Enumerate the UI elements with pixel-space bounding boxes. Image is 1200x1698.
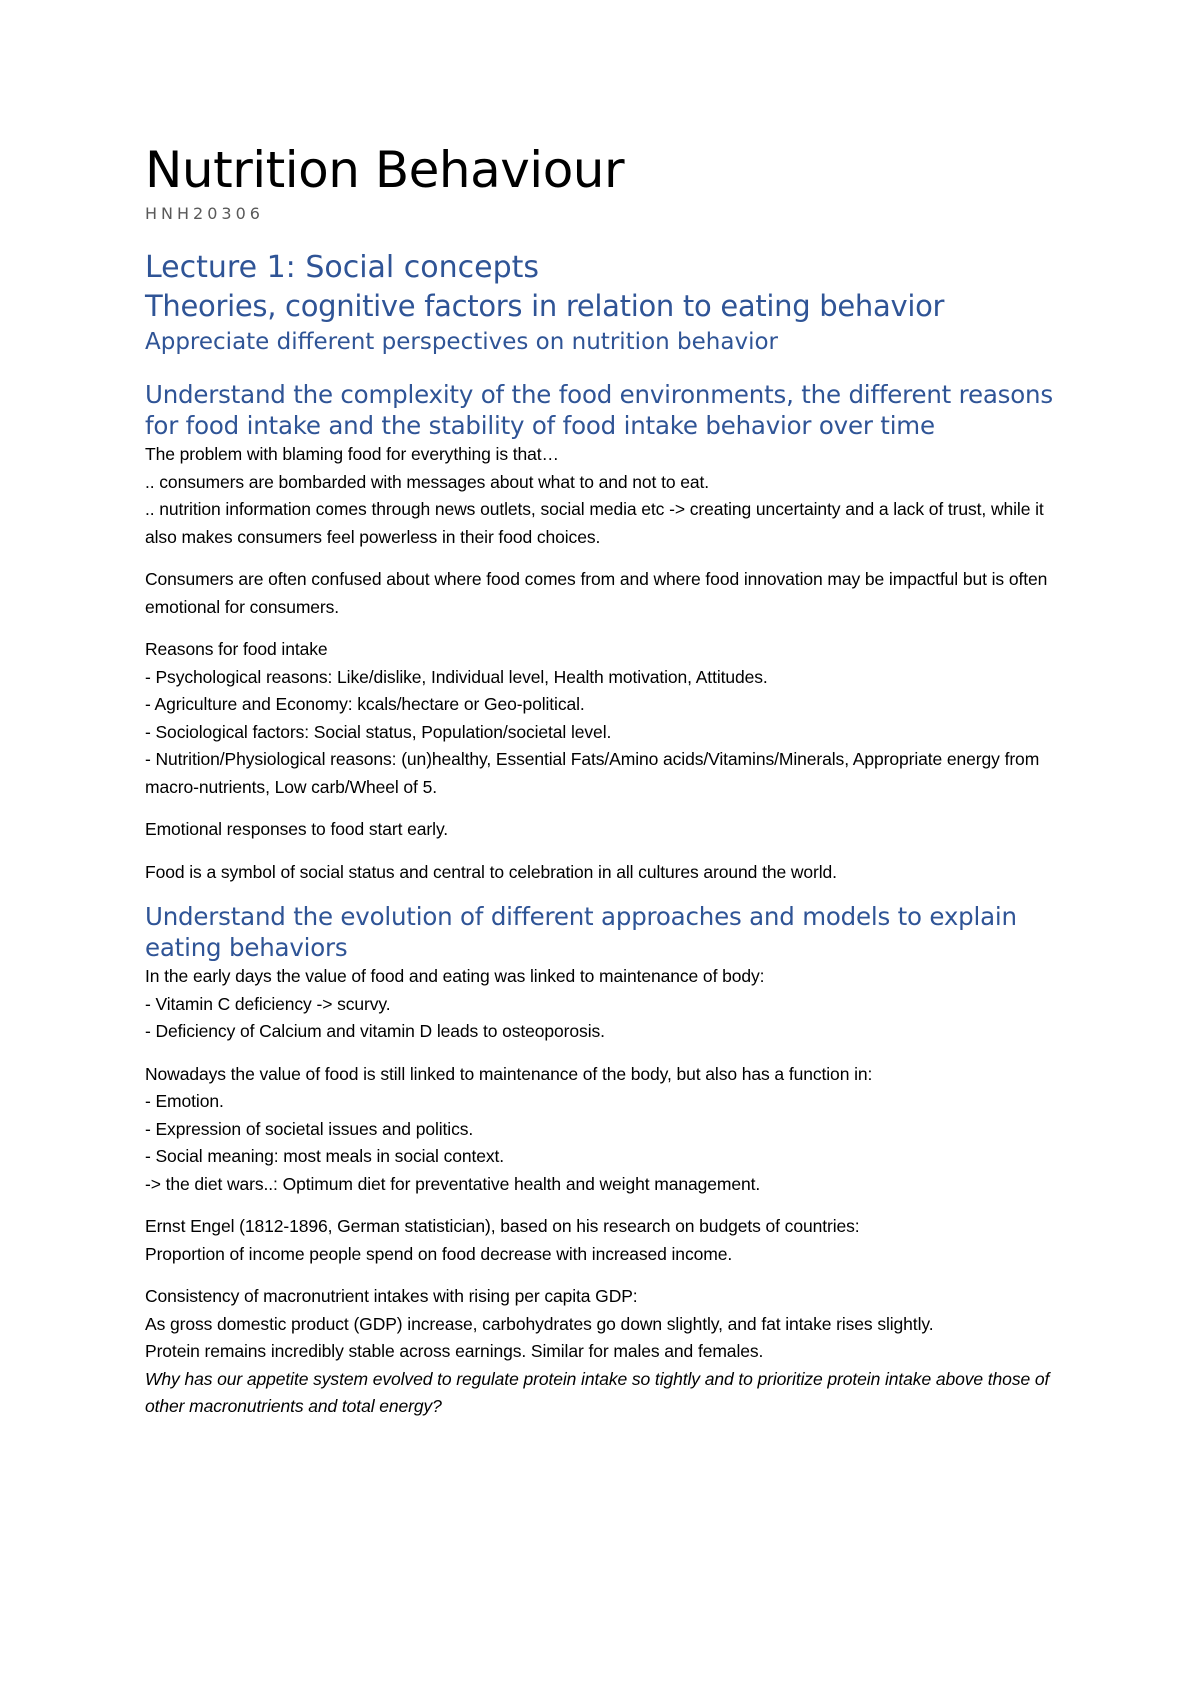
paragraph-nowadays — [145, 1061, 1080, 1199]
list-item: - Deficiency of Calcium and vitamin D leads to osteoporosis. — [145, 1021, 605, 1041]
text-line: In the early days the value of food and eating was linked to maintenance of body: — [145, 966, 765, 986]
paragraph-consumers-confused — [145, 566, 1080, 621]
text-line: Consumers are often confused about where food comes from and where food innovation may be impactful but is often emotional for consumers. — [145, 569, 1048, 617]
document-page — [145, 140, 1080, 1436]
list-item: - Agriculture and Economy: kcals/hectare or Geo-political. — [145, 694, 585, 714]
lecture-goal: Appreciate different perspectives on nutrition behavior — [145, 329, 778, 355]
italic-question: Why has our appetite system evolved to regulate protein intake so tightly and to prioritize protein intake above those of other macronutrients and total energy? — [145, 1368, 1050, 1416]
text-line: Nowadays the value of food is still linked to maintenance of the body, but also has a function in: — [145, 1063, 873, 1084]
text-line: Food is a symbol of social status and central to celebration in all cultures around the world. — [145, 861, 837, 882]
list-item: -> the diet wars..: Optimum diet for preventative health and weight management. — [145, 1173, 761, 1194]
list-item: - Nutrition/Physiological reasons: (un)healthy, Essential Fats/Amino acids/Vitamins/Minerals, Appropriate energy from macro-nutrients, Low carb/Wheel of 5. — [145, 749, 1040, 797]
list-item: - Expression of societal issues and politics. — [145, 1118, 474, 1139]
text-line: Ernst Engel (1812-1896, German statistician), based on his research on budgets of countries: — [145, 1216, 860, 1236]
text-line: Emotional responses to food start early. — [145, 819, 449, 839]
text-line: As gross domestic product (GDP) increase, carbohydrates go down slightly, and fat intake rises slightly. — [145, 1313, 934, 1334]
list-item: - Emotion. — [145, 1091, 224, 1111]
list-item: - Social meaning: most meals in social context. — [145, 1146, 505, 1166]
section-heading-complexity: Understand the complexity of the food environments, the different reasons for food intake and the stability of food intake behavior over time — [145, 380, 1053, 440]
text-line: Consistency of macronutrient intakes with rising per capita GDP: — [145, 1286, 638, 1306]
paragraph-reasons-for-intake — [145, 636, 1080, 801]
list-item: - Psychological reasons: Like/dislike, Individual level, Health motivation, Attitudes. — [145, 666, 768, 687]
paragraph-emotional-responses — [145, 816, 1080, 844]
text-line: Protein remains incredibly stable across earnings. Similar for males and females. — [145, 1341, 764, 1361]
paragraph-macronutrient-consistency — [145, 1283, 1080, 1421]
text-line: Proportion of income people spend on food decrease with increased income. — [145, 1243, 733, 1264]
list-item: - Sociological factors: Social status, Population/societal level. — [145, 721, 612, 742]
document-title: Nutrition Behaviour — [145, 141, 625, 199]
paragraph-early-days — [145, 963, 1080, 1046]
paragraph-blaming-food — [145, 441, 1080, 551]
paragraph-ernst-engel — [145, 1213, 1080, 1268]
section-heading-evolution: Understand the evolution of different approaches and models to explain eating behaviors — [145, 902, 1017, 962]
lecture-subtitle: Theories, cognitive factors in relation to eating behavior — [145, 289, 945, 323]
document-subtitle: HNH20306 — [145, 204, 264, 223]
text-line: The problem with blaming food for everything is that… — [145, 444, 559, 464]
lecture-title: Lecture 1: Social concepts — [145, 250, 540, 285]
paragraph-food-symbol — [145, 859, 1080, 887]
text-line: .. nutrition information comes through news outlets, social media etc -> creating uncertainty and a lack of trust, while it also makes consumers feel powerless in their food choices. — [145, 499, 1044, 547]
text-line: .. consumers are bombarded with messages about what to and not to eat. — [145, 471, 710, 492]
list-item: - Vitamin C deficiency -> scurvy. — [145, 993, 391, 1014]
text-line: Reasons for food intake — [145, 639, 328, 659]
